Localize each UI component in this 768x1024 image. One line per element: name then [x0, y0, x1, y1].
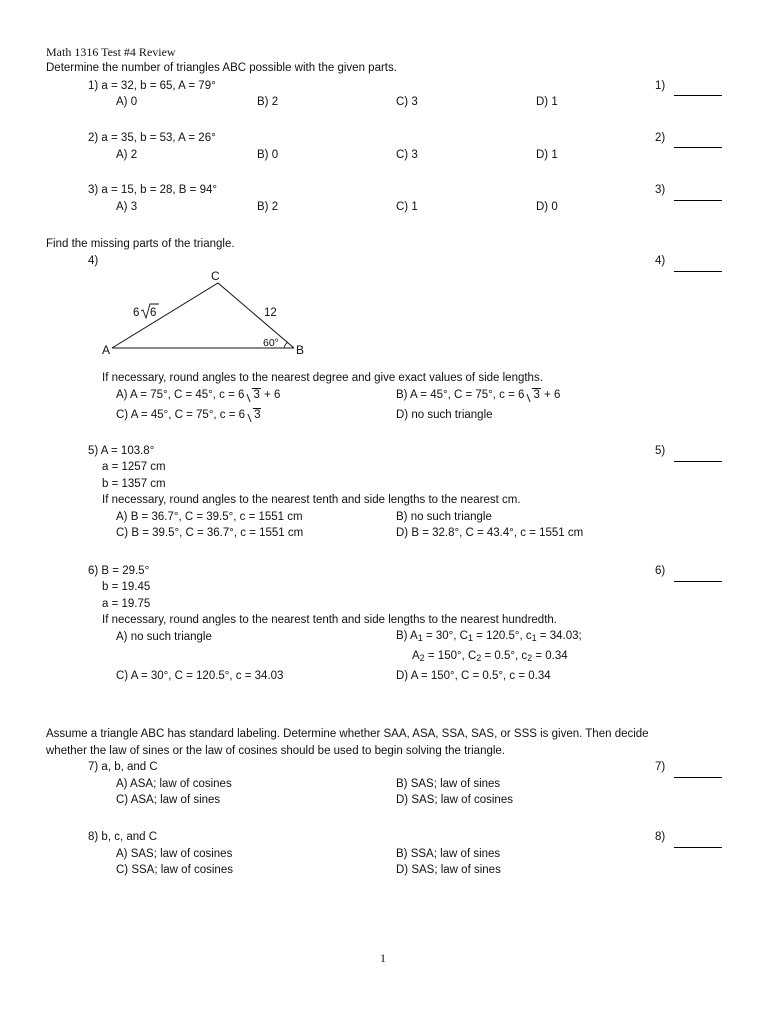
q4-option-b-tail: + 6 [540, 389, 561, 401]
q4-option-b-text: B) A = 45°, C = 75°, c = 6 [396, 389, 525, 401]
q4-option-c [116, 410, 261, 422]
side-ac-coefficient: 6 [133, 307, 140, 319]
q3-option-a: A) 3 [116, 201, 138, 213]
q4-option-a-radicand: 3 [253, 389, 260, 401]
q6-option-b-text: A [412, 650, 420, 662]
angle-b-arc [284, 342, 288, 348]
q8-answer-number: 8) [655, 831, 666, 843]
q5-answer-blank[interactable] [674, 461, 722, 462]
subscript: 2 [476, 653, 482, 663]
q6-option-b-line1 [396, 631, 582, 643]
q5-given-b: b = 1357 cm [102, 478, 166, 490]
q7-answer-number: 7) [655, 761, 666, 773]
q8-option-a: A) SAS; law of cosines [116, 848, 233, 860]
q2-answer-blank[interactable] [674, 147, 722, 148]
subscript: 1 [531, 633, 537, 643]
q4-option-c-radicand: 3 [254, 409, 261, 421]
q8-prompt: 8) b, c, and C [88, 831, 158, 843]
sqrt-icon [244, 390, 260, 402]
q3-answer-number: 3) [655, 184, 666, 196]
q7-option-c: C) ASA; law of sines [116, 794, 221, 806]
q1-answer-number: 1) [655, 80, 666, 92]
page-number: 1 [380, 951, 386, 965]
q5-instructions: If necessary, round angles to the nearest tenth and side lengths to the nearest cm. [102, 494, 521, 506]
q6-option-c: C) A = 30°, C = 120.5°, c = 34.03 [116, 670, 284, 682]
q6-option-b-text: B) A [396, 630, 418, 642]
sqrt-icon [245, 410, 261, 422]
q8-answer-blank[interactable] [674, 847, 722, 848]
q6-option-b-text: = 150°, C [424, 650, 477, 662]
section-3-instructions-line1: Assume a triangle ABC has standard labeling. Determine whether SAA, ASA, SSA, SAS, or SSS is given. Then decide [46, 728, 649, 740]
q6-prompt: 6) B = 29.5° [88, 565, 150, 577]
q5-answer-number: 5) [655, 445, 666, 457]
q8-option-c: C) SSA; law of cosines [116, 864, 233, 876]
vertex-a-label: A [102, 343, 111, 357]
q6-option-b-text: = 30°, C [422, 630, 468, 642]
q2-option-c: C) 3 [396, 149, 418, 161]
q2-answer-number: 2) [655, 132, 666, 144]
q8-option-b: B) SSA; law of sines [396, 848, 501, 860]
q4-option-c-text: C) A = 45°, C = 75°, c = 6 [116, 409, 246, 421]
q6-given-b: b = 19.45 [102, 581, 151, 593]
q1-option-d: D) 1 [536, 96, 558, 108]
q4-prompt: 4) [88, 255, 99, 267]
sqrt-icon [524, 390, 540, 402]
q4-instructions: If necessary, round angles to the nearest degree and give exact values of side lengths. [102, 372, 543, 384]
subscript: 2 [527, 653, 533, 663]
q6-option-b-text: = 0.34 [532, 650, 568, 662]
q1-option-b: B) 2 [257, 96, 279, 108]
q5-option-b: B) no such triangle [396, 511, 492, 523]
q6-option-a: A) no such triangle [116, 631, 212, 643]
q6-given-a: a = 19.75 [102, 598, 151, 610]
q5-prompt: 5) A = 103.8° [88, 445, 155, 457]
side-ac-radicand: 6 [150, 307, 157, 319]
q4-option-b-radicand: 3 [533, 389, 540, 401]
triangle-diagram [98, 266, 318, 362]
triangle-figure [98, 266, 318, 362]
vertex-b-label: B [296, 343, 305, 357]
q1-option-a: A) 0 [116, 96, 138, 108]
q7-option-a: A) ASA; law of cosines [116, 778, 232, 790]
q6-option-b-text: = 0.5°, c [481, 650, 528, 662]
q1-prompt: 1) a = 32, b = 65, A = 79° [88, 80, 216, 92]
q2-option-b: B) 0 [257, 149, 279, 161]
q1-answer-blank[interactable] [674, 95, 722, 96]
q7-option-d: D) SAS; law of cosines [396, 794, 513, 806]
q3-option-d: D) 0 [536, 201, 558, 213]
q2-prompt: 2) a = 35, b = 53, A = 26° [88, 132, 216, 144]
q4-option-d: D) no such triangle [396, 409, 493, 421]
q6-instructions: If necessary, round angles to the nearest tenth and side lengths to the nearest hundredth. [102, 614, 557, 626]
q8-option-d: D) SAS; law of sines [396, 864, 501, 876]
subscript: 1 [467, 633, 473, 643]
q6-option-d: D) A = 150°, C = 0.5°, c = 0.34 [396, 670, 551, 682]
q7-option-b: B) SAS; law of sines [396, 778, 501, 790]
section-1-instructions: Determine the number of triangles ABC possible with the given parts. [46, 62, 397, 74]
q3-option-b: B) 2 [257, 201, 279, 213]
side-bc-label: 12 [264, 307, 277, 319]
angle-b-label: 60° [263, 337, 279, 349]
q3-answer-blank[interactable] [674, 200, 722, 201]
q5-given-a: a = 1257 cm [102, 461, 166, 473]
q6-option-b-text: = 120.5°, c [472, 630, 532, 642]
subscript: 2 [419, 653, 425, 663]
q4-option-a-tail: + 6 [260, 389, 281, 401]
section-3-instructions-line2: whether the law of sines or the law of cosines should be used to begin solving the triangle. [46, 745, 506, 757]
vertex-c-label: C [211, 269, 220, 283]
q5-option-c: C) B = 39.5°, C = 36.7°, c = 1551 cm [116, 527, 304, 539]
q4-answer-number: 4) [655, 255, 666, 267]
q4-option-a-text: A) A = 75°, C = 45°, c = 6 [116, 389, 245, 401]
worksheet-title: Math 1316 Test #4 Review [46, 45, 176, 59]
q3-option-c: C) 1 [396, 201, 418, 213]
q3-prompt: 3) a = 15, b = 28, B = 94° [88, 184, 217, 196]
section-2-instructions: Find the missing parts of the triangle. [46, 238, 235, 250]
q6-option-b-text: = 34.03; [536, 630, 582, 642]
q2-option-a: A) 2 [116, 149, 138, 161]
subscript: 1 [417, 633, 423, 643]
q5-option-a: A) B = 36.7°, C = 39.5°, c = 1551 cm [116, 511, 303, 523]
q7-answer-blank[interactable] [674, 777, 722, 778]
q1-option-c: C) 3 [396, 96, 418, 108]
q7-prompt: 7) a, b, and C [88, 761, 158, 773]
q6-answer-number: 6) [655, 565, 666, 577]
q2-option-d: D) 1 [536, 149, 558, 161]
q4-option-a [116, 390, 280, 402]
q6-option-b-line2 [412, 651, 568, 663]
q6-answer-blank[interactable] [674, 581, 722, 582]
q5-option-d: D) B = 32.8°, C = 43.4°, c = 1551 cm [396, 527, 584, 539]
q4-option-b [396, 390, 560, 402]
q4-answer-blank[interactable] [674, 271, 722, 272]
